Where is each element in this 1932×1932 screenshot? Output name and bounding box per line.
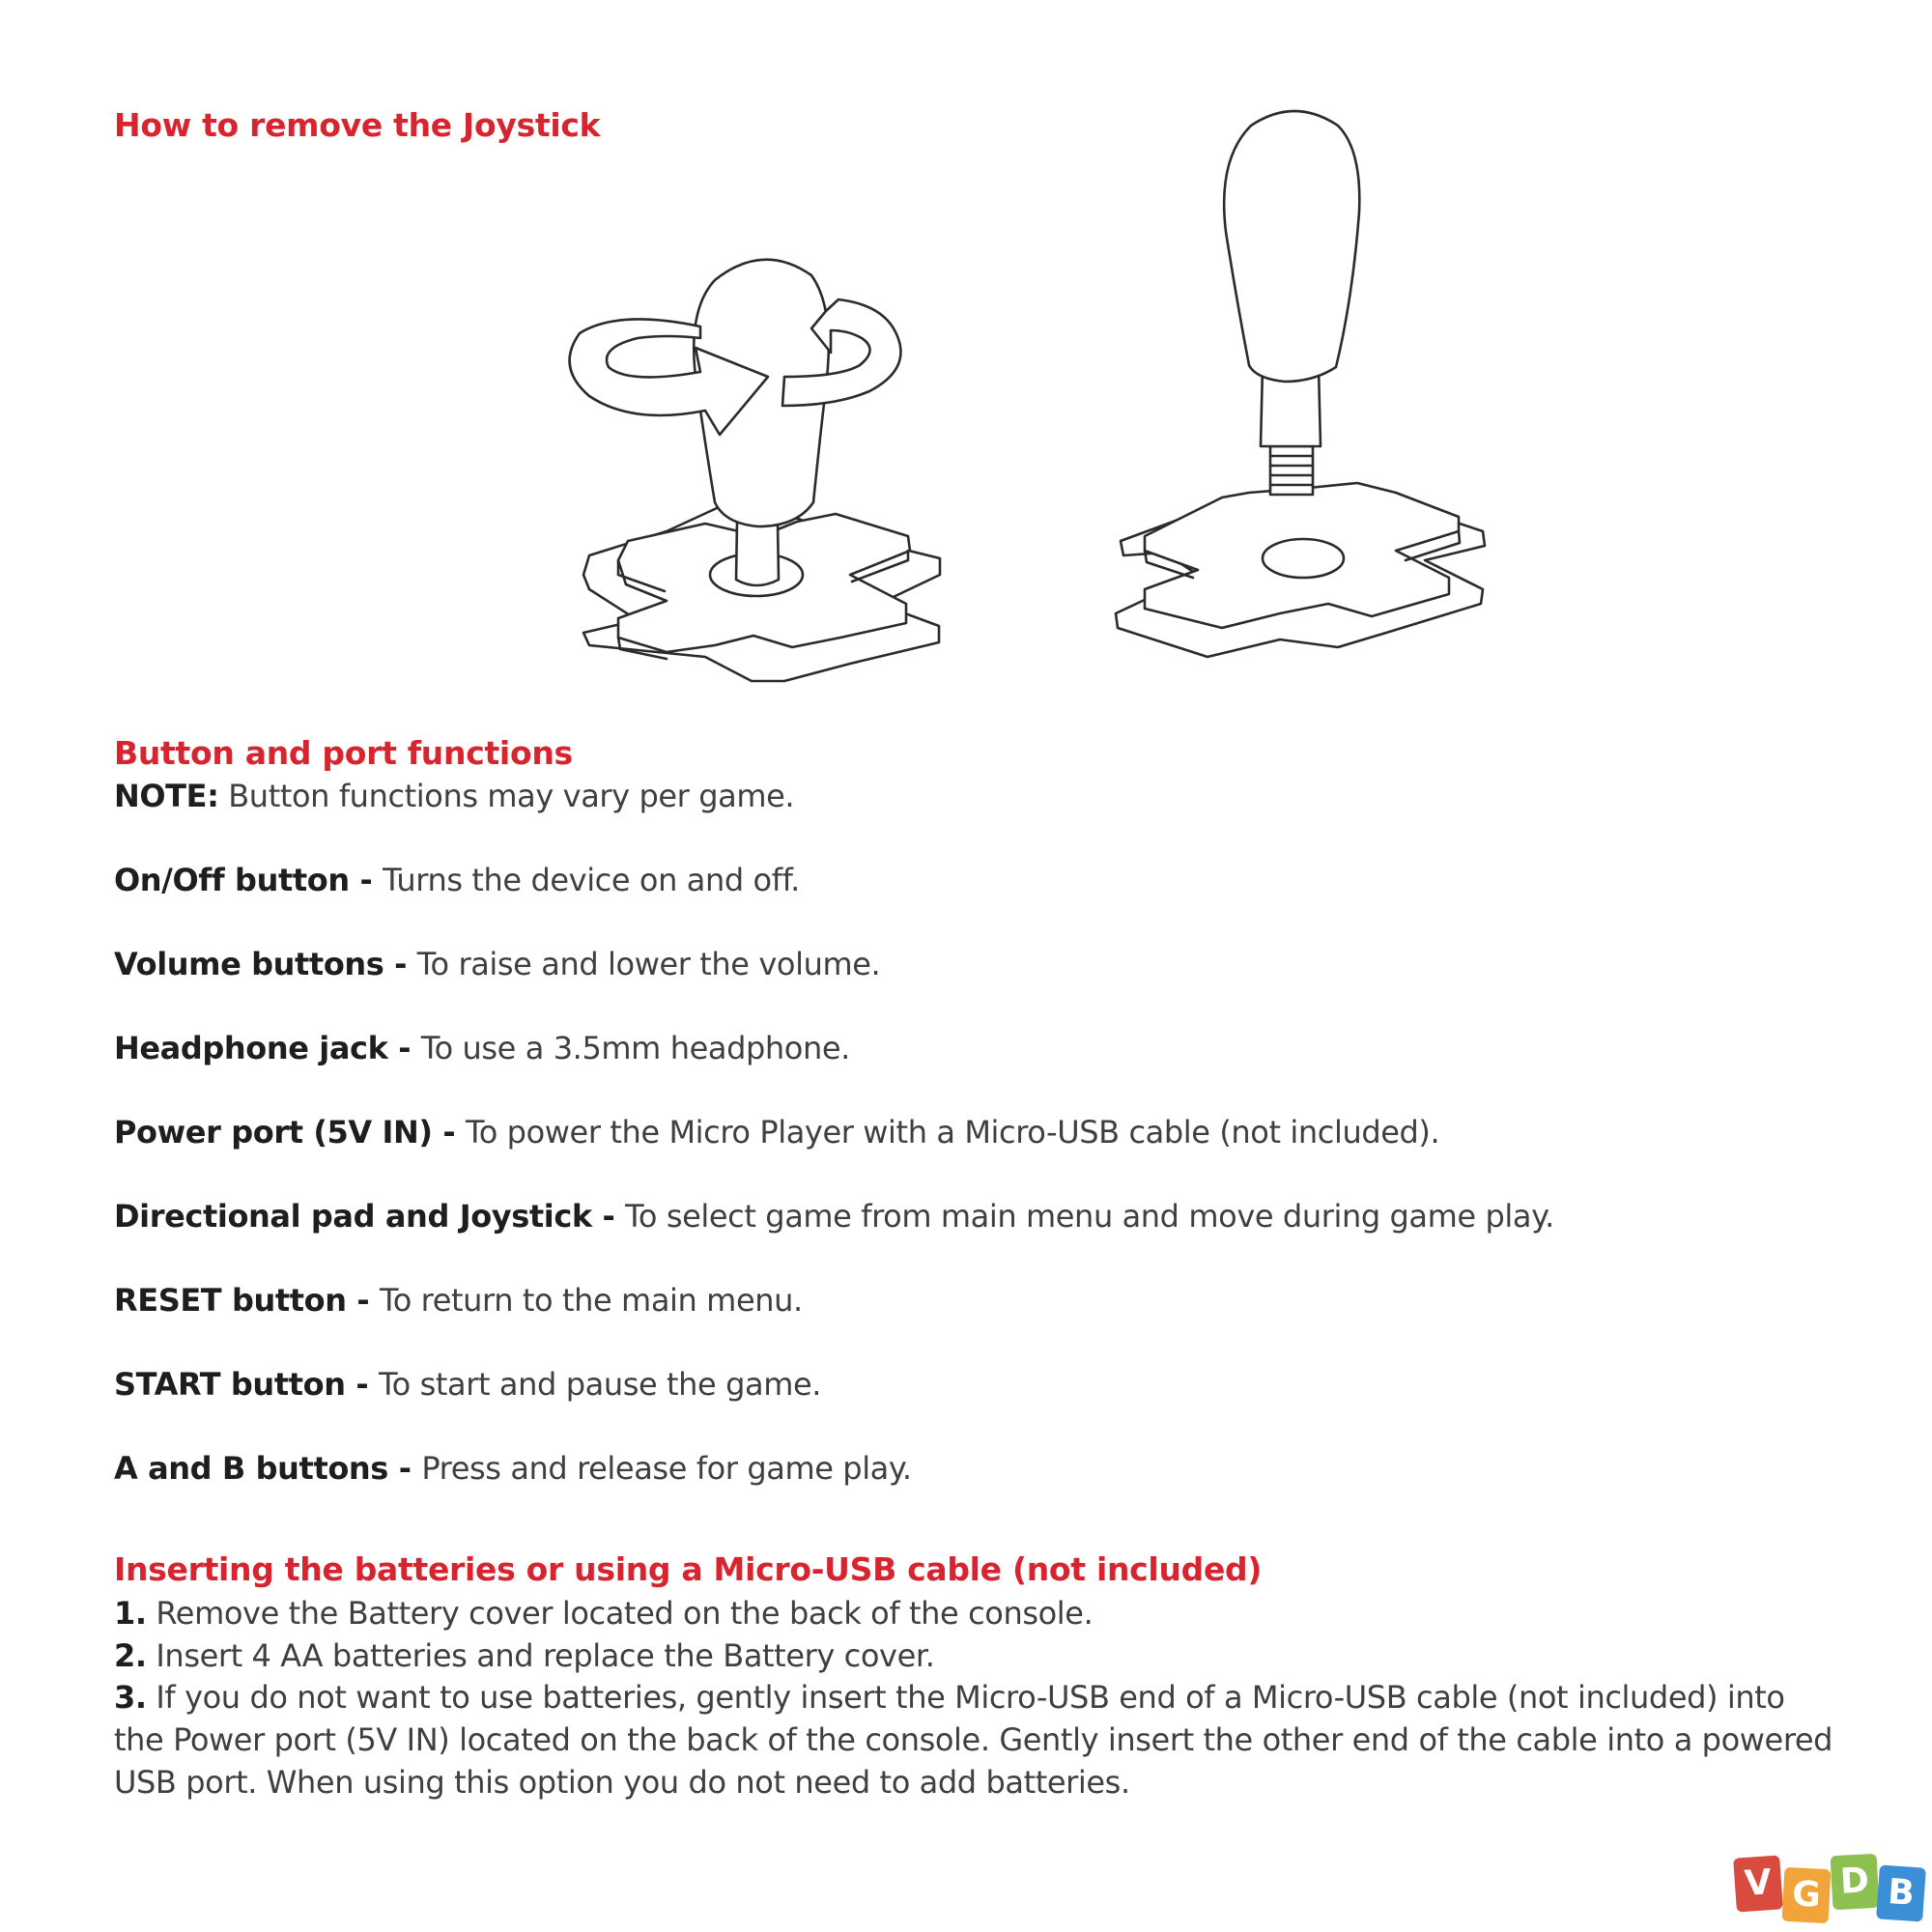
joystick-twist-illustration <box>560 242 976 696</box>
battery-step-text: Remove the Battery cover located on the back of the console. <box>146 1595 1094 1632</box>
function-item-label: On/Off button - <box>114 862 384 898</box>
battery-step-text: If you do not want to use batteries, gently insert the Micro-USB end of a Micro-USB cable (not included) into the Power port (5V IN) located on the back of the console. Gently insert the other end of the cable into a powered USB port. When using this option you do not need to add batteries. <box>114 1679 1833 1801</box>
function-item-label: Volume buttons - <box>114 946 417 982</box>
function-item <box>114 1030 850 1066</box>
function-item <box>114 1198 1554 1235</box>
watermark-letter: B <box>1876 1864 1926 1921</box>
function-item-text: To raise and lower the volume. <box>416 946 881 982</box>
battery-step-text: Insert 4 AA batteries and replace the Battery cover. <box>146 1637 935 1674</box>
function-item-label: START button - <box>114 1366 379 1403</box>
function-item-text: To start and pause the game. <box>378 1366 822 1403</box>
function-item-label: A and B buttons - <box>114 1450 422 1487</box>
function-item <box>114 946 880 982</box>
battery-step-number: 2. <box>114 1637 147 1674</box>
note-label: NOTE: <box>114 778 219 814</box>
watermark-letter: D <box>1831 1854 1880 1910</box>
function-item <box>114 1114 1439 1151</box>
battery-step <box>114 1595 1093 1632</box>
function-item-text: Press and release for game play. <box>421 1450 912 1487</box>
note-line <box>114 778 794 814</box>
watermark-letter: G <box>1782 1867 1832 1923</box>
function-item <box>114 862 800 898</box>
battery-step <box>114 1676 1843 1804</box>
function-item <box>114 1282 803 1319</box>
watermark-letter: V <box>1733 1855 1783 1912</box>
note-text: Button functions may vary per game. <box>218 778 795 814</box>
function-item-text: To power the Micro Player with a Micro-USB cable (not included). <box>466 1114 1440 1151</box>
function-item-text: To select game from main menu and move during game play. <box>625 1198 1554 1235</box>
function-item <box>114 1450 912 1487</box>
function-item-text: To use a 3.5mm headphone. <box>420 1030 850 1066</box>
function-item-label: Power port (5V IN) - <box>114 1114 467 1151</box>
vgdb-watermark-logo <box>1735 1855 1928 1932</box>
battery-step-number: 3. <box>114 1679 147 1716</box>
function-item-text: To return to the main menu. <box>380 1282 803 1319</box>
function-item-text: Turns the device on and off. <box>383 862 800 898</box>
joystick-section-heading: How to remove the Joystick <box>114 106 601 144</box>
function-item-label: RESET button - <box>114 1282 380 1319</box>
batteries-heading: Inserting the batteries or using a Micro-USB cable (not included) <box>114 1550 1263 1588</box>
battery-step <box>114 1637 934 1674</box>
function-item-label: Headphone jack - <box>114 1030 421 1066</box>
button-functions-heading: Button and port functions <box>114 734 573 772</box>
function-item-label: Directional pad and Joystick - <box>114 1198 626 1235</box>
joystick-removed-illustration <box>1106 106 1492 686</box>
battery-step-number: 1. <box>114 1595 147 1632</box>
function-item <box>114 1366 821 1403</box>
